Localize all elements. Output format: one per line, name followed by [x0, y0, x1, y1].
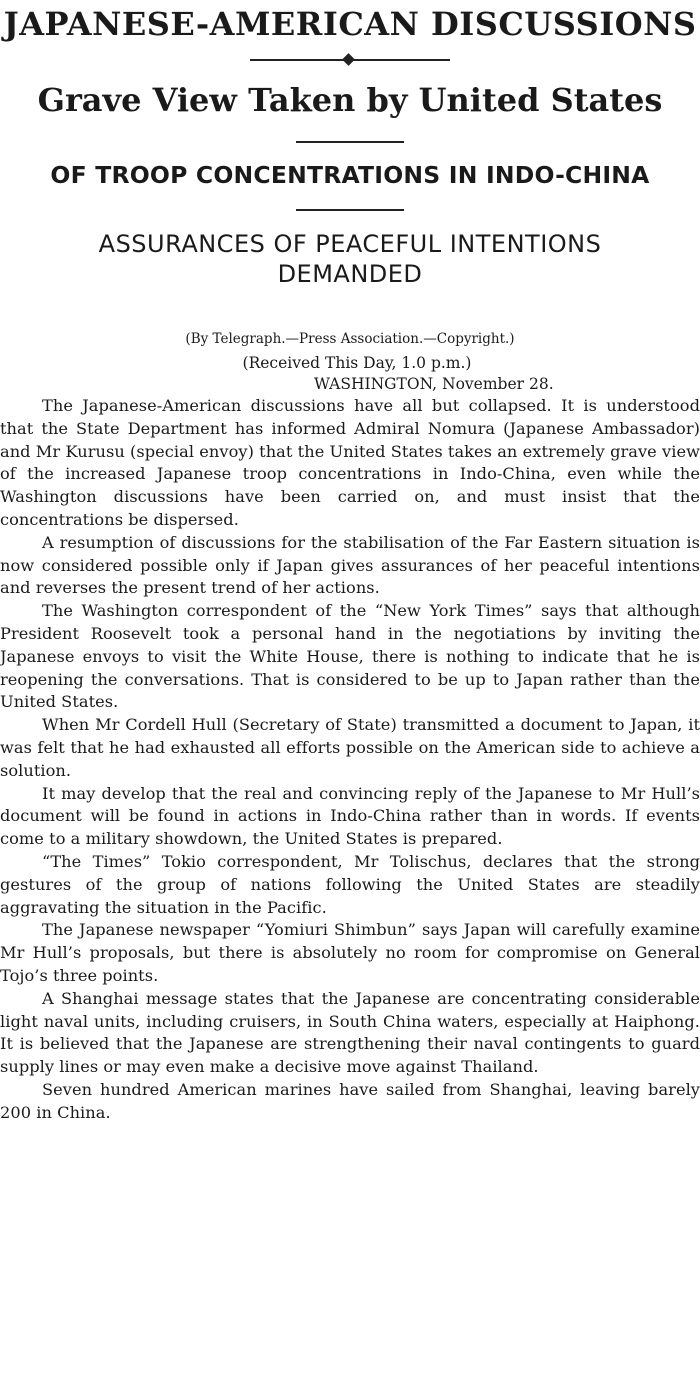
- article-paragraph: A Shanghai message states that the Japanese are concentrating considerable light naval units, including cruisers, in South China waters, especially at Haiphong. It is believed that the Japanese are strengthening their naval contingents to guard supply lines or may even make a decisive move against Thailand.: [0, 988, 700, 1077]
- article-paragraph: The Japanese newspaper “Yomiuri Shimbun” says Japan will carefully examine Mr Hull’s proposals, but there is absolutely no room for compromise on General Tojo’s three points.: [0, 920, 700, 985]
- headline: JAPANESE-AMERICAN DISCUSSIONS: [3, 5, 697, 43]
- deck-heading-3-line-1: ASSURANCES OF PEACEFUL INTENTIONS: [98, 230, 602, 258]
- article-paragraph: When Mr Cordell Hull (Secretary of State) transmitted a document to Japan, it was felt that he had exhausted all efforts possible on the American side to achieve a solution.: [0, 715, 700, 780]
- article-paragraph: A resumption of discussions for the stabilisation of the Far Eastern situation is now considered possible only if Japan gives assurances of her peaceful intentions and reverses the present trend of her actions.: [0, 532, 700, 598]
- article-paragraph: “The Times” Tokio correspondent, Mr Tolischus, declares that the strong gestures of the group of nations following the United States are steadily aggravating the situation in the Pacific.: [0, 851, 700, 917]
- article-paragraph: The Japanese-American discussions have all but collapsed. It is understood that the State Department has informed Admiral Nomura (Japanese Ambassador) and Mr Kurusu (special envoy) that the United States takes an extremely grave view of the increased Japanese troop concentrations in Indo-China, even while the Washington discussions have been carried on, and must insist that the concentrations be dispersed.: [0, 396, 700, 529]
- deck-heading-1: Grave View Taken by United States: [37, 81, 663, 119]
- rule-divider: [296, 141, 404, 143]
- deck-heading-3: [0, 229, 700, 289]
- article-paragraph: Seven hundred American marines have sailed from Shanghai, leaving barely 200 in China.: [0, 1079, 700, 1122]
- diamond-divider: [250, 54, 450, 66]
- rule-divider: [296, 209, 404, 211]
- article-paragraph: It may develop that the real and convincing reply of the Japanese to Mr Hull’s document will be found in actions in Indo-China rather than in words. If events come to a military showdown, the United States is prepared.: [0, 783, 700, 849]
- deck-heading-2: OF TROOP CONCENTRATIONS IN INDO-CHINA: [50, 161, 650, 189]
- received-note: (Received This Day, 1.0 p.m.): [242, 354, 472, 372]
- article-body: [0, 395, 700, 1125]
- byline: (By Telegraph.—Press Association.—Copyright.): [185, 331, 515, 347]
- deck-heading-3-line-2: DEMANDED: [277, 260, 423, 288]
- diamond-ornament-icon: [342, 53, 355, 66]
- dateline: WASHINGTON, November 28.: [314, 375, 554, 393]
- article-paragraph: The Washington correspondent of the “New York Times” says that although President Roosevelt took a personal hand in the negotiations by inviting the Japanese envoys to visit the White House, there is nothing to indicate that he is reopening the conversations. That is considered to be up to Japan rather than the United States.: [0, 601, 700, 712]
